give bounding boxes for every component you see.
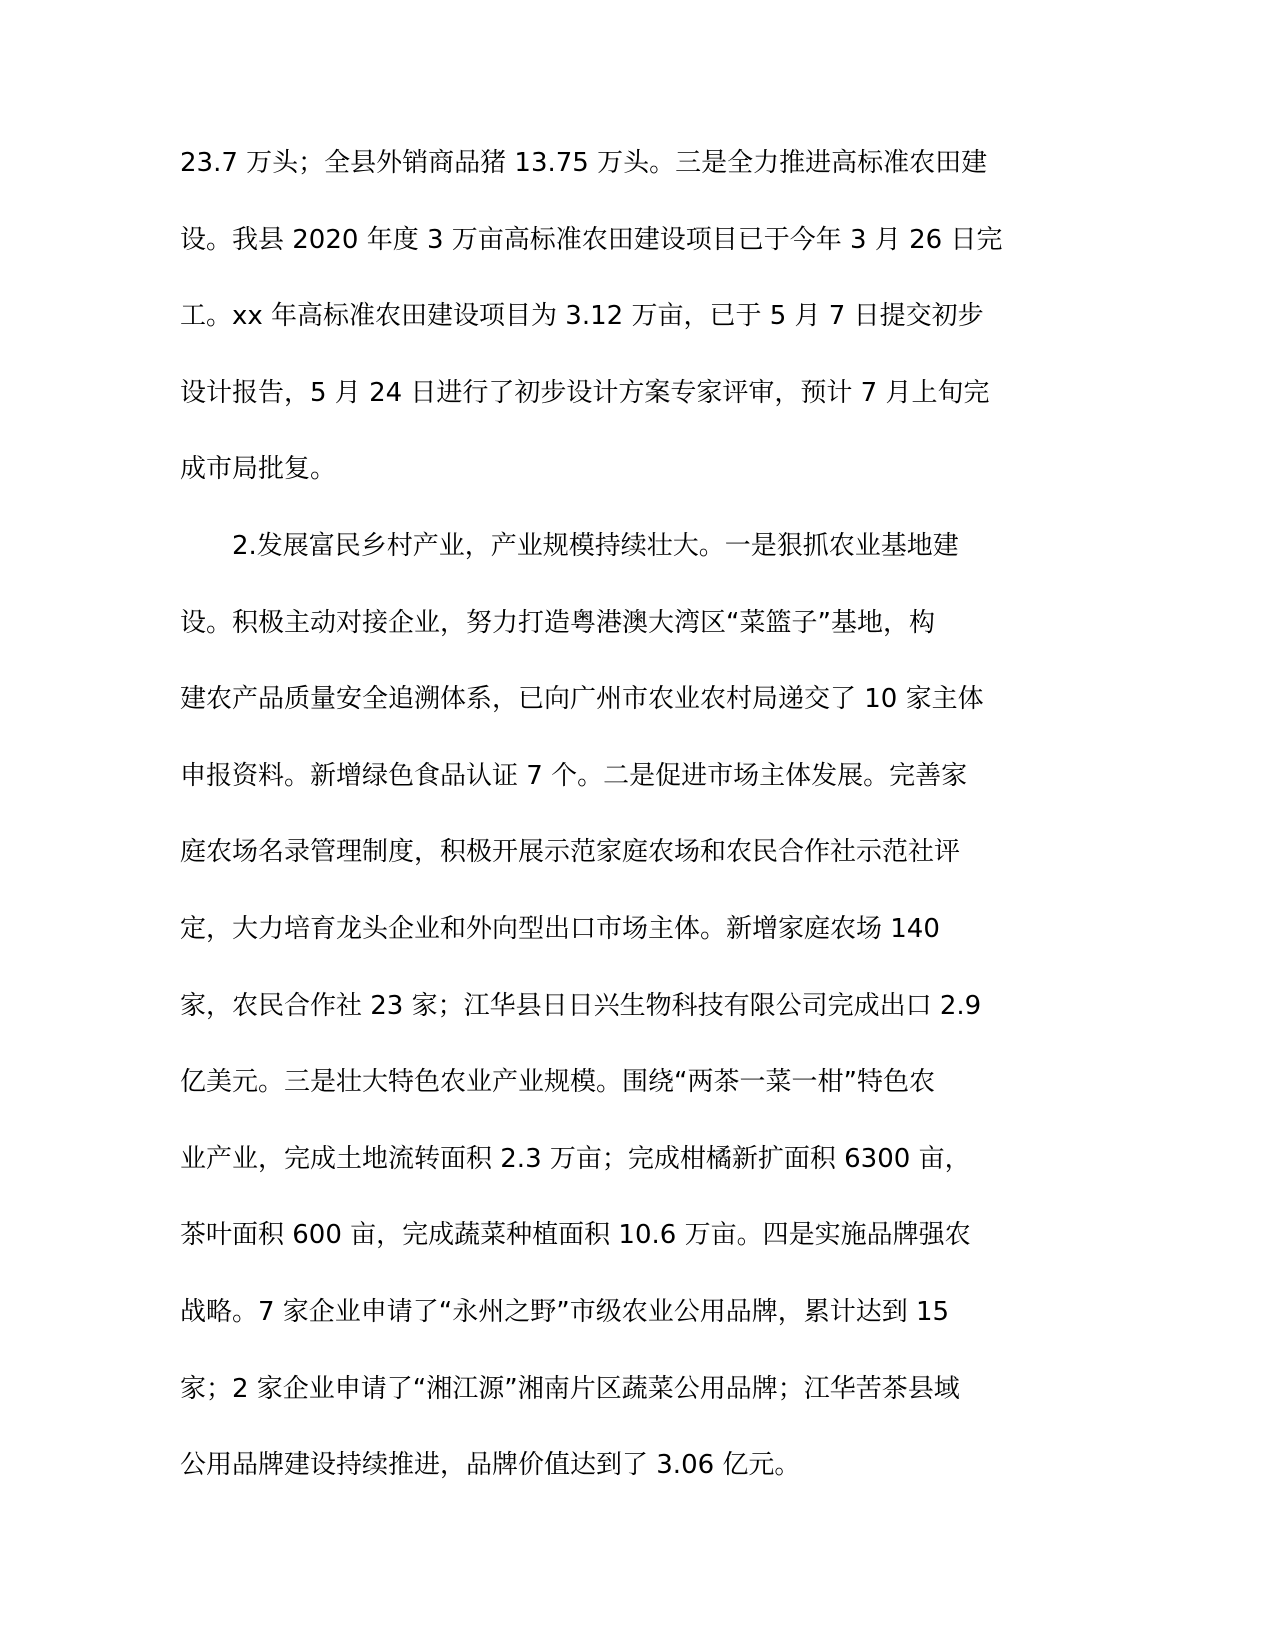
text-line: 茶叶面积 600 亩，完成蔬菜种植面积 10.6 万亩。四是实施品牌强农 (180, 1220, 971, 1251)
text-line: 家，农民合作社 23 家；江华县日日兴生物科技有限公司完成出口 2.9 (180, 990, 982, 1021)
text-line: 战略。7 家企业申请了“永州之野”市级农业公用品牌，累计达到 15 (180, 1296, 950, 1327)
text-line: 定，大力培育龙头企业和外向型出口市场主体。新增家庭农场 140 (180, 913, 940, 944)
text-line: 申报资料。新增绿色食品认证 7 个。二是促进市场主体发展。完善家 (180, 760, 968, 791)
text-line: 庭农场名录管理制度，积极开展示范家庭农场和农民合作社示范社评 (180, 837, 961, 868)
text-line: 23.7 万头；全县外销商品猪 13.75 万头。三是全力推进高标准农田建 (180, 148, 988, 178)
text-line: 工。xx 年高标准农田建设项目为 3.12 万亩，已于 5 月 7 日提交初步 (180, 301, 984, 332)
text-line: 设。积极主动对接企业，努力打造粤港澳大湾区“菜篮子”基地，构 (180, 607, 935, 638)
text-line: 家；2 家企业申请了“湘江源”湘南片区蔬菜公用品牌；江华苦茶县域 (180, 1373, 960, 1404)
text-line: 设计报告，5 月 24 日进行了初步设计方案专家评审，预计 7 月上旬完 (180, 377, 990, 408)
body-text (180, 130, 1060, 1509)
paragraph-heading-line: 2.发展富民乡村产业，产业规模持续壮大。一是狠抓农业基地建 (232, 530, 959, 561)
text-line: 亿美元。三是壮大特色农业产业规模。围绕“两茶一菜一柑”特色农 (180, 1067, 935, 1098)
text-line: 成市局批复。 (180, 454, 337, 485)
text-line: 建农产品质量安全追溯体系，已向广州市农业农村局递交了 10 家主体 (180, 684, 984, 715)
text-line: 业产业，完成土地流转面积 2.3 万亩；完成柑橘新扩面积 6300 亩， (180, 1143, 971, 1174)
text-line: 设。我县 2020 年度 3 万亩高标准农田建设项目已于今年 3 月 26 日完 (180, 224, 1003, 255)
text-line: 公用品牌建设持续推进，品牌价值达到了 3.06 亿元。 (180, 1450, 801, 1481)
